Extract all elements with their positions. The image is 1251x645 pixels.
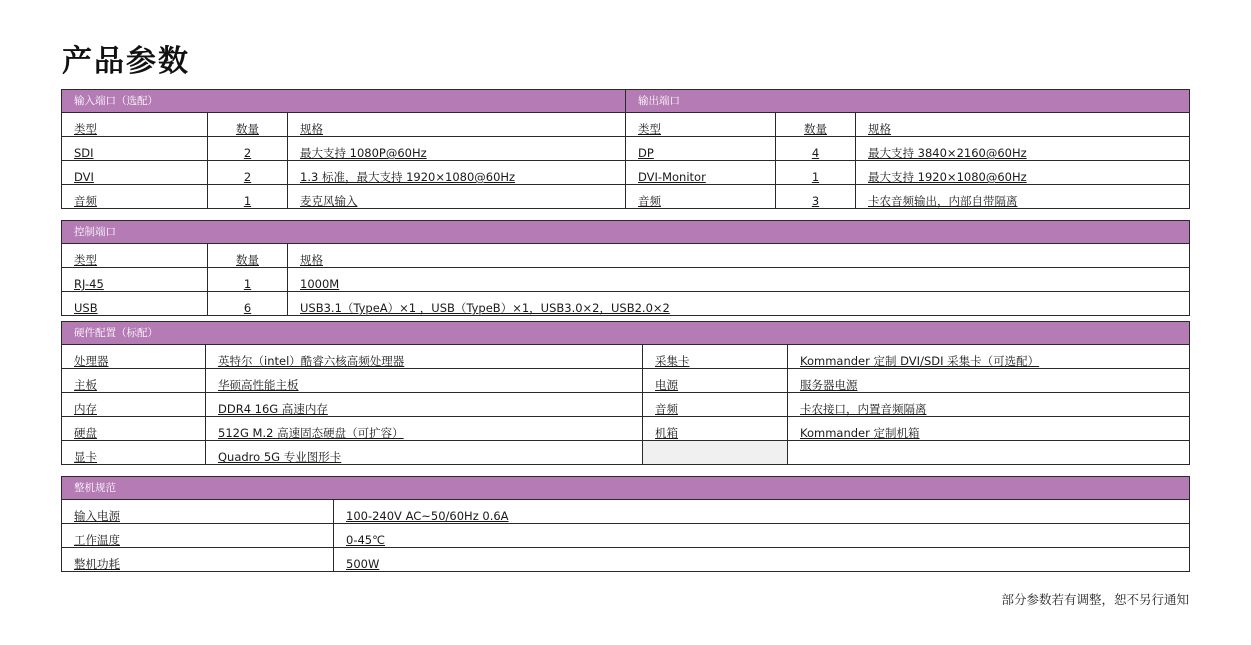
cell-key: 采集卡 (643, 345, 788, 369)
control-ports-header: 控制端口 (62, 221, 1190, 244)
cell-type: DVI (62, 161, 208, 185)
table-row (62, 369, 1190, 393)
cell-key: 硬盘 (62, 417, 206, 441)
cell-spec: 1.3 标准，最大支持 1920×1080@60Hz (288, 161, 626, 185)
cell-key: 音频 (643, 393, 788, 417)
column-header-spec: 规格 (288, 113, 626, 137)
machine-spec-header: 整机规范 (62, 477, 1190, 500)
table-row (62, 113, 1190, 137)
cell-key (643, 441, 788, 465)
cell-value: Quadro 5G 专业图形卡 (206, 441, 643, 465)
table-row (62, 548, 1190, 572)
cell-key: 整机功耗 (62, 548, 334, 572)
cell-type: DVI-Monitor (626, 161, 776, 185)
cell-qty: 1 (208, 185, 288, 209)
cell-qty: 6 (208, 292, 288, 316)
cell-qty: 1 (208, 268, 288, 292)
column-header-type: 类型 (62, 244, 208, 268)
cell-key: 显卡 (62, 441, 206, 465)
cell-value: 500W (334, 548, 1190, 572)
cell-value: 0-45℃ (334, 524, 1190, 548)
table-row (62, 393, 1190, 417)
cell-value: 100-240V AC~50/60Hz 0.6A (334, 500, 1190, 524)
cell-type: USB (62, 292, 208, 316)
cell-key: 输入电源 (62, 500, 334, 524)
hardware-table (61, 321, 1189, 465)
cell-type: RJ-45 (62, 268, 208, 292)
table-row (62, 161, 1190, 185)
cell-key: 处理器 (62, 345, 206, 369)
table-row (62, 268, 1190, 292)
cell-qty: 4 (776, 137, 856, 161)
cell-type: 音频 (62, 185, 208, 209)
cell-qty: 1 (776, 161, 856, 185)
cell-value: Kommander 定制 DVI/SDI 采集卡（可选配） (788, 345, 1190, 369)
table-row (62, 244, 1190, 268)
cell-key: 机箱 (643, 417, 788, 441)
cell-value: 服务器电源 (788, 369, 1190, 393)
cell-spec: 最大支持 1080P@60Hz (288, 137, 626, 161)
cell-qty: 2 (208, 161, 288, 185)
table-row (62, 524, 1190, 548)
input-ports-header: 输入端口（选配） (62, 90, 626, 113)
cell-value: DDR4 16G 高速内存 (206, 393, 643, 417)
output-ports-header: 输出端口 (626, 90, 1190, 113)
cell-spec: 1000M (288, 268, 1190, 292)
page-title: 产品参数 (62, 44, 190, 79)
cell-type: 音频 (626, 185, 776, 209)
cell-key: 电源 (643, 369, 788, 393)
footnote: 部分参数若有调整，恕不另行通知 (1001, 592, 1189, 607)
column-header-qty: 数量 (776, 113, 856, 137)
table-row (62, 292, 1190, 316)
cell-key: 内存 (62, 393, 206, 417)
cell-qty: 3 (776, 185, 856, 209)
hardware-header: 硬件配置（标配） (62, 322, 1190, 345)
cell-value: 英特尔（intel）酷睿六核高频处理器 (206, 345, 643, 369)
cell-key: 主板 (62, 369, 206, 393)
column-header-qty: 数量 (208, 244, 288, 268)
table-row (62, 441, 1190, 465)
table-row (62, 500, 1190, 524)
cell-spec: USB3.1（TypeA）×1 ，USB（TypeB）×1，USB3.0×2，USB2.0×2 (288, 292, 1190, 316)
cell-type: DP (626, 137, 776, 161)
cell-key: 工作温度 (62, 524, 334, 548)
machine-spec-table (61, 476, 1189, 572)
table-row (62, 137, 1190, 161)
cell-value (788, 441, 1190, 465)
cell-type: SDI (62, 137, 208, 161)
cell-value: 512G M.2 高速固态硬盘（可扩容） (206, 417, 643, 441)
column-header-spec: 规格 (288, 244, 1190, 268)
io-ports-table (61, 89, 1189, 209)
cell-value: 卡农接口，内置音频隔离 (788, 393, 1190, 417)
cell-value: 华硕高性能主板 (206, 369, 643, 393)
column-header-type: 类型 (626, 113, 776, 137)
table-row (62, 417, 1190, 441)
cell-spec: 最大支持 3840×2160@60Hz (856, 137, 1190, 161)
table-row (62, 185, 1190, 209)
cell-spec: 麦克风输入 (288, 185, 626, 209)
cell-qty: 2 (208, 137, 288, 161)
cell-spec: 卡农音频输出，内部自带隔离 (856, 185, 1190, 209)
cell-value: Kommander 定制机箱 (788, 417, 1190, 441)
column-header-qty: 数量 (208, 113, 288, 137)
column-header-type: 类型 (62, 113, 208, 137)
table-row (62, 345, 1190, 369)
column-header-spec: 规格 (856, 113, 1190, 137)
cell-spec: 最大支持 1920×1080@60Hz (856, 161, 1190, 185)
control-ports-table (61, 220, 1189, 316)
